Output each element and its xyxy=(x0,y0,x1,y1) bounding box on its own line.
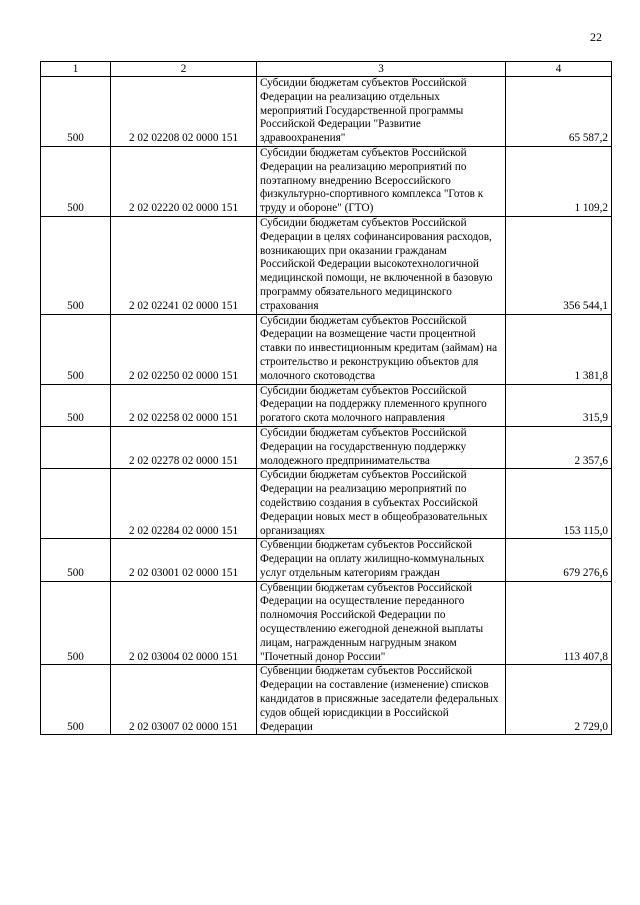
admin-code-cell: 500 xyxy=(41,665,111,735)
amount-cell: 153 115,0 xyxy=(506,469,612,539)
revenue-name-cell: Субсидии бюджетам субъектов Российской Федерации на реализацию отдельных мероприятий Государственной программы Российской Федерации "Развитие здравоохранения" xyxy=(257,77,506,147)
admin-code-cell xyxy=(41,469,111,539)
amount-cell: 356 544,1 xyxy=(506,216,612,314)
budget-code-cell: 2 02 02208 02 0000 151 xyxy=(111,77,257,147)
admin-code-cell: 500 xyxy=(41,581,111,665)
budget-code-cell: 2 02 02241 02 0000 151 xyxy=(111,216,257,314)
amount-cell: 2 357,6 xyxy=(506,426,612,468)
amount-cell: 1 109,2 xyxy=(506,146,612,216)
revenue-name-cell: Субвенции бюджетам субъектов Российской Федерации на составление (изменение) списков кандидатов в присяжные заседатели федеральных судов общей юрисдикции в Российской Федерации xyxy=(257,665,506,735)
table-row xyxy=(41,314,612,384)
amount-cell: 1 381,8 xyxy=(506,314,612,384)
table-row xyxy=(41,216,612,314)
amount-cell: 2 729,0 xyxy=(506,665,612,735)
revenue-name-cell: Субсидии бюджетам субъектов Российской Федерации на возмещение части процентной ставки по инвестиционным кредитам (займам) на строительство и реконструкцию объектов для молочного скотоводства xyxy=(257,314,506,384)
amount-cell: 65 587,2 xyxy=(506,77,612,147)
budget-code-cell: 2 02 02258 02 0000 151 xyxy=(111,384,257,426)
admin-code-cell: 500 xyxy=(41,384,111,426)
table-row xyxy=(41,77,612,147)
amount-cell: 679 276,6 xyxy=(506,539,612,581)
revenue-name-cell: Субсидии бюджетам субъектов Российской Федерации на реализацию мероприятий по поэтапному внедрению Всероссийского физкультурно-спортивного комплекса "Готов к труду и обороне" (ГТО) xyxy=(257,146,506,216)
admin-code-cell: 500 xyxy=(41,216,111,314)
admin-code-cell: 500 xyxy=(41,539,111,581)
revenue-name-cell: Субвенции бюджетам субъектов Российской Федерации на осуществление переданного полномочия Российской Федерации по осуществлению ежегодной денежной выплаты лицам, награжденным нагрудным знаком "Почетный донор России" xyxy=(257,581,506,665)
table-row xyxy=(41,665,612,735)
admin-code-cell: 500 xyxy=(41,314,111,384)
admin-code-cell: 500 xyxy=(41,77,111,147)
table-row xyxy=(41,426,612,468)
amount-cell: 113 407,8 xyxy=(506,581,612,665)
budget-code-cell: 2 02 03007 02 0000 151 xyxy=(111,665,257,735)
table-row xyxy=(41,539,612,581)
header-cell-4: 4 xyxy=(506,62,612,77)
header-cell-3: 3 xyxy=(257,62,506,77)
header-cell-1: 1 xyxy=(41,62,111,77)
admin-code-cell xyxy=(41,426,111,468)
budget-code-cell: 2 02 02278 02 0000 151 xyxy=(111,426,257,468)
budget-revenue-table xyxy=(40,61,612,735)
revenue-name-cell: Субсидии бюджетам субъектов Российской Федерации на государственную поддержку молодежного предпринимательства xyxy=(257,426,506,468)
page-number: 22 xyxy=(590,30,602,44)
budget-code-cell: 2 02 03004 02 0000 151 xyxy=(111,581,257,665)
revenue-name-cell: Субсидии бюджетам субъектов Российской Федерации на поддержку племенного крупного рогатого скота молочного направления xyxy=(257,384,506,426)
admin-code-cell: 500 xyxy=(41,146,111,216)
budget-code-cell: 2 02 02220 02 0000 151 xyxy=(111,146,257,216)
revenue-name-cell: Субсидии бюджетам субъектов Российской Федерации в целях софинансирования расходов, возникающих при оказании гражданам Российской Федерации высокотехнологичной медицинской помощи, не включенной в базовую программу обязательного медицинского страхования xyxy=(257,216,506,314)
table-row xyxy=(41,384,612,426)
revenue-name-cell: Субвенции бюджетам субъектов Российской Федерации на оплату жилищно-коммунальных услуг отдельным категориям граждан xyxy=(257,539,506,581)
budget-code-cell: 2 02 03001 02 0000 151 xyxy=(111,539,257,581)
table-header-row xyxy=(41,62,612,77)
revenue-name-cell: Субсидии бюджетам субъектов Российской Федерации на реализацию мероприятий по содействию создания в субъектах Российской Федерации новых мест в общеобразовательных организациях xyxy=(257,469,506,539)
amount-cell: 315,9 xyxy=(506,384,612,426)
budget-code-cell: 2 02 02284 02 0000 151 xyxy=(111,469,257,539)
table-row xyxy=(41,581,612,665)
table-row xyxy=(41,146,612,216)
header-cell-2: 2 xyxy=(111,62,257,77)
budget-code-cell: 2 02 02250 02 0000 151 xyxy=(111,314,257,384)
table-row xyxy=(41,469,612,539)
